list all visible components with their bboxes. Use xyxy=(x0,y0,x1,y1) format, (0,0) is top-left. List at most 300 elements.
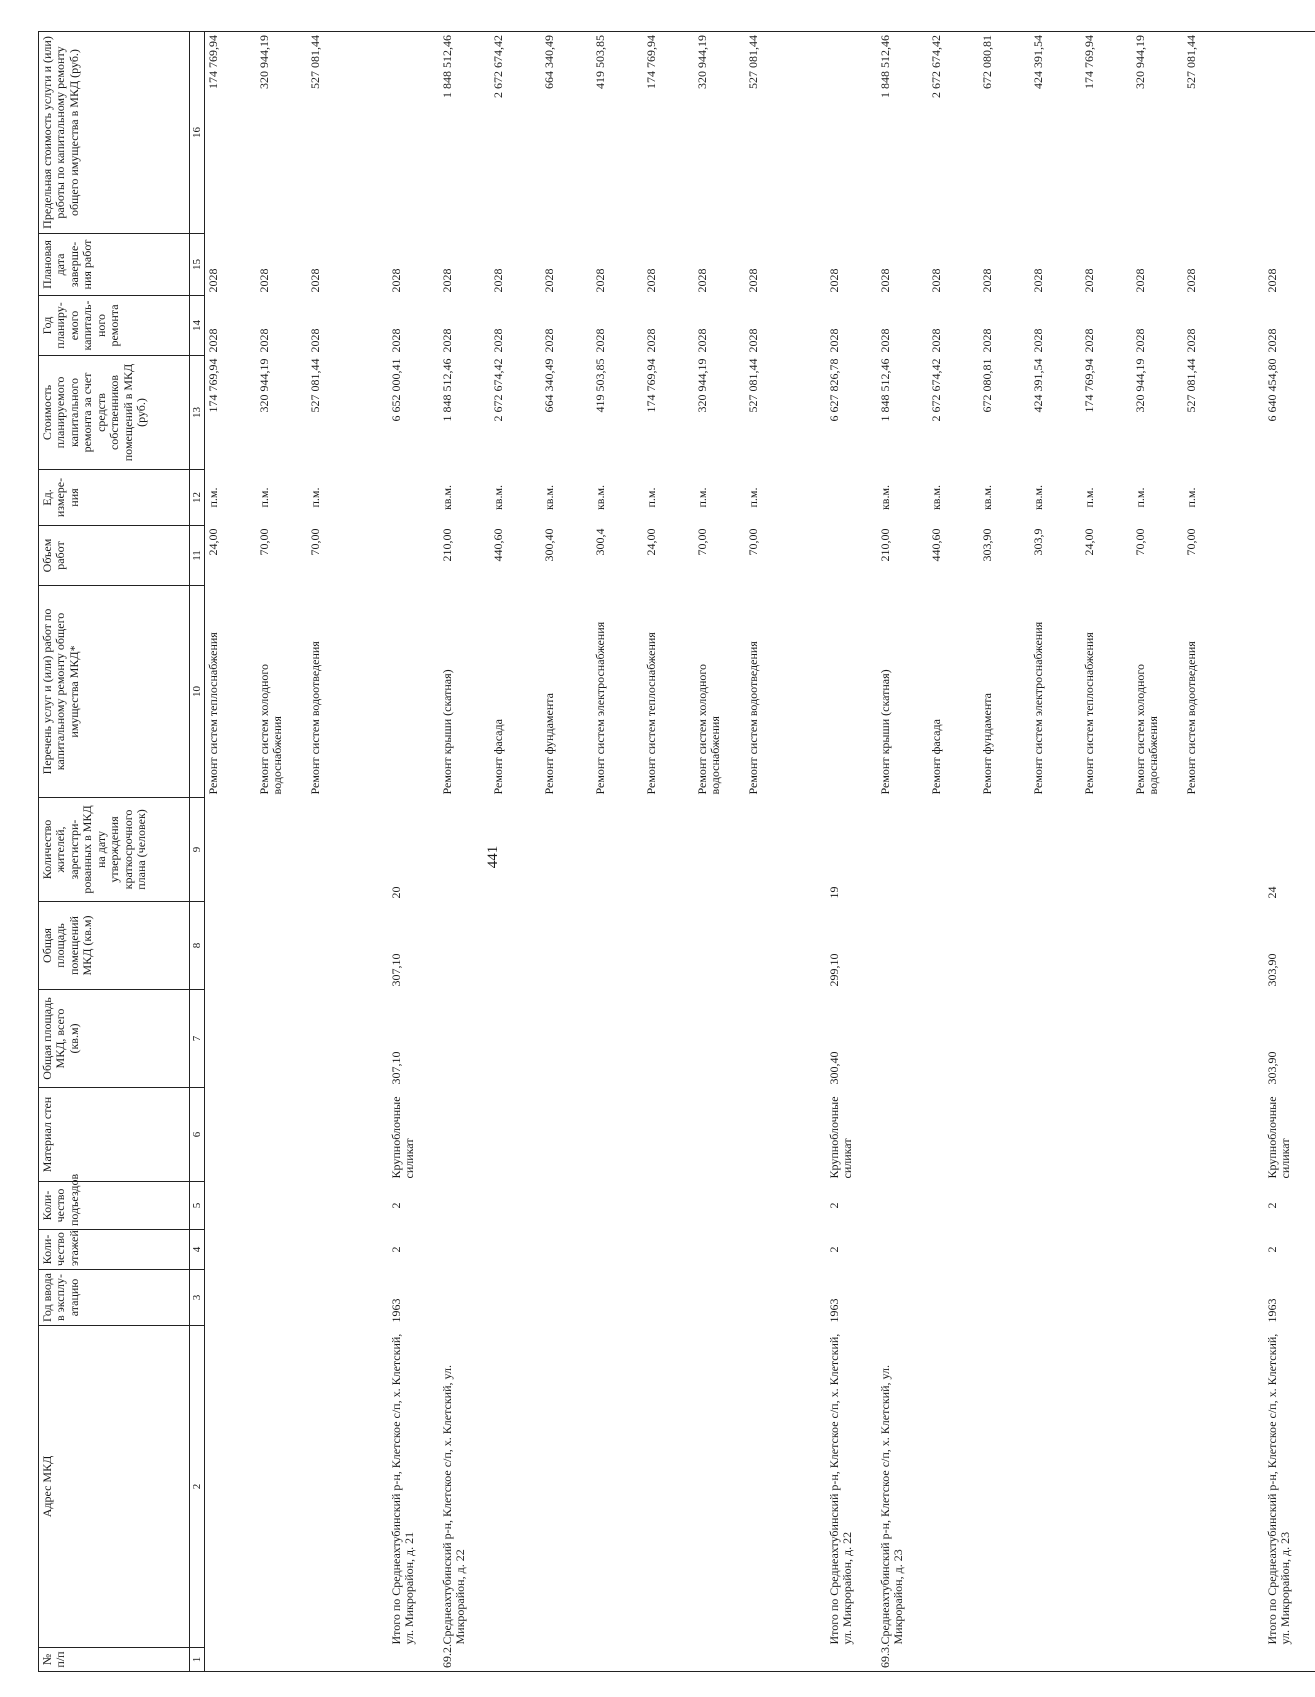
cell-col-13: 527 081,44 xyxy=(308,358,322,413)
cell-col-5 xyxy=(643,1182,694,1230)
cell-col-12: кв.м. xyxy=(440,484,454,511)
cell-col-6 xyxy=(307,1088,358,1182)
cell-col-13: 527 081,44 xyxy=(746,358,760,413)
cell-col-1 xyxy=(928,1648,979,1672)
cell-col-2 xyxy=(1132,1326,1183,1648)
cell-col-7 xyxy=(307,990,358,1088)
column-number-row xyxy=(190,32,205,1672)
cell-col-14: 2028 xyxy=(878,328,892,353)
cell-col-7 xyxy=(592,990,643,1088)
cell-col-7 xyxy=(541,990,592,1088)
cell-col-9 xyxy=(490,798,541,902)
cell-col-12 xyxy=(796,470,826,526)
column-header: Количество жителей, зарегистри-рованных в МКД на дату утверждения краткосрочного плана (человек) xyxy=(39,798,190,902)
cell-col-14: 2028 xyxy=(491,328,505,353)
cell-col-11: 70,00 xyxy=(695,528,709,556)
cell-col-12 xyxy=(1234,470,1264,526)
cell-col-12: п.м. xyxy=(308,487,322,508)
cell-col-8 xyxy=(1030,902,1081,990)
cell-col-9 xyxy=(541,798,592,902)
column-number: 11 xyxy=(190,526,205,586)
cell-col-15 xyxy=(1234,234,1264,296)
cell-col-13: 664 340,49 xyxy=(542,358,556,413)
table-spacer-row xyxy=(796,32,826,1672)
column-number: 14 xyxy=(190,296,205,356)
table-total-row xyxy=(826,32,877,1672)
table-row xyxy=(694,32,745,1672)
cell-col-9 xyxy=(1081,798,1132,902)
cell-col-2: Итого по Среднеахтубинский р-н, Клетское с/п, х. Клетский, ул. Микрорайон, д. 22 xyxy=(827,1333,855,1645)
column-number: 13 xyxy=(190,356,205,470)
cell-col-6 xyxy=(541,1088,592,1182)
table-row xyxy=(643,32,694,1672)
column-number: 2 xyxy=(190,1326,205,1648)
cell-col-15: 2028 xyxy=(878,268,892,293)
cell-col-14: 2028 xyxy=(746,328,760,353)
cell-col-12: кв.м. xyxy=(980,484,994,511)
cell-col-15: 2028 xyxy=(980,268,994,293)
cell-col-6 xyxy=(1183,1088,1234,1182)
cell-col-1 xyxy=(592,1648,643,1672)
cell-col-4 xyxy=(796,1230,826,1270)
table-row xyxy=(877,32,928,1672)
cell-col-2 xyxy=(1183,1326,1234,1648)
cell-col-1 xyxy=(694,1648,745,1672)
cell-col-3 xyxy=(307,1270,358,1326)
cell-col-11 xyxy=(388,526,439,586)
cell-col-14: 2028 xyxy=(1184,328,1198,353)
cell-col-12: п.м. xyxy=(206,487,220,508)
cell-col-12 xyxy=(1264,470,1315,526)
cell-col-11: 24,00 xyxy=(206,528,220,556)
cell-col-13: 320 944,19 xyxy=(257,358,271,413)
cell-col-5 xyxy=(1030,1182,1081,1230)
cell-col-5 xyxy=(928,1182,979,1230)
page-number: 441 xyxy=(485,845,501,869)
cell-col-16 xyxy=(1234,32,1264,234)
cell-col-11: 300,4 xyxy=(593,528,607,556)
cell-col-8 xyxy=(256,902,307,990)
cell-col-10: Ремонт систем теплоснабжения xyxy=(1082,632,1096,795)
cell-col-16: 527 081,44 xyxy=(745,32,796,234)
cell-col-2 xyxy=(256,1326,307,1648)
cell-col-16: 419 503,85 xyxy=(592,32,643,234)
cell-col-14: 2028 xyxy=(206,328,220,353)
cell-col-2 xyxy=(796,1326,826,1648)
cell-col-5 xyxy=(796,1182,826,1230)
cell-col-12 xyxy=(388,470,439,526)
cell-col-7 xyxy=(205,990,257,1088)
cell-col-15: 2028 xyxy=(440,268,454,293)
cell-col-14: 2028 xyxy=(644,328,658,353)
cell-col-1 xyxy=(796,1648,826,1672)
cell-col-11 xyxy=(1264,526,1315,586)
table-row xyxy=(1030,32,1081,1672)
cell-col-15: 2028 xyxy=(746,268,760,293)
column-header: Стоимость планируемого капитального ремонта за счет средств собственников помещений в МКД (руб.) xyxy=(39,356,190,470)
cell-col-7 xyxy=(1030,990,1081,1088)
cell-col-5 xyxy=(877,1182,928,1230)
cell-col-2 xyxy=(643,1326,694,1648)
cell-col-16: 320 944,19 xyxy=(1132,32,1183,234)
cell-col-5 xyxy=(541,1182,592,1230)
cell-col-1 xyxy=(745,1648,796,1672)
table-row xyxy=(1183,32,1234,1672)
cell-col-2: Среднеахтубинский р-н, Клетское с/п, х. Клетский, ул. Микрорайон, д. 23 xyxy=(878,1365,906,1645)
cell-col-3: 1963 xyxy=(1265,1298,1279,1323)
cell-col-15: 2028 xyxy=(389,268,403,293)
cell-col-2: Итого по Среднеахтубинский р-н, Клетское с/п, х. Клетский, ул. Микрорайон, д. 21 xyxy=(389,1333,417,1645)
cell-col-4 xyxy=(307,1230,358,1270)
cell-col-14: 2028 xyxy=(1031,328,1045,353)
cell-col-4: 2 xyxy=(827,1246,841,1253)
column-header: Коли-чество этажей xyxy=(39,1230,190,1270)
cell-col-4 xyxy=(928,1230,979,1270)
cell-col-6 xyxy=(877,1088,928,1182)
cell-col-4 xyxy=(205,1230,257,1270)
cell-col-11 xyxy=(358,526,388,586)
cell-col-9 xyxy=(307,798,358,902)
cell-col-8: 299,10 xyxy=(827,953,841,987)
cell-col-16: 527 081,44 xyxy=(1183,32,1234,234)
cell-col-15: 2028 xyxy=(491,268,505,293)
cell-col-1 xyxy=(1030,1648,1081,1672)
column-header: Общая площадь помещений МКД (кв.м) xyxy=(39,902,190,990)
cell-col-9 xyxy=(358,798,388,902)
cell-col-1 xyxy=(826,1648,877,1672)
cell-col-7 xyxy=(979,990,1030,1088)
table-row xyxy=(307,32,358,1672)
cell-col-4 xyxy=(1234,1230,1264,1270)
cell-col-4 xyxy=(877,1230,928,1270)
cell-col-13: 424 391,54 xyxy=(1031,358,1045,413)
cell-col-3 xyxy=(256,1270,307,1326)
cell-col-5: 2 xyxy=(389,1202,403,1209)
cell-col-10: Ремонт фасада xyxy=(491,719,505,795)
cell-col-10: Ремонт систем холодного водоснабжения xyxy=(257,663,285,795)
capital-repair-register-table xyxy=(38,31,1315,1672)
cell-col-14: 2028 xyxy=(1082,328,1096,353)
cell-col-8 xyxy=(745,902,796,990)
cell-col-1 xyxy=(256,1648,307,1672)
cell-col-4 xyxy=(439,1230,490,1270)
cell-col-11: 70,00 xyxy=(1184,528,1198,556)
cell-col-3 xyxy=(1030,1270,1081,1326)
cell-col-1 xyxy=(1081,1648,1132,1672)
cell-col-3 xyxy=(1081,1270,1132,1326)
cell-col-9 xyxy=(1234,798,1264,902)
cell-col-2 xyxy=(694,1326,745,1648)
cell-col-4 xyxy=(1030,1230,1081,1270)
table-row xyxy=(490,32,541,1672)
cell-col-10: Ремонт систем электроснабжения xyxy=(593,621,607,795)
cell-col-2 xyxy=(1030,1326,1081,1648)
cell-col-6 xyxy=(928,1088,979,1182)
cell-col-11: 24,00 xyxy=(1082,528,1096,556)
cell-col-5: 2 xyxy=(1265,1202,1279,1209)
table-row xyxy=(439,32,490,1672)
cell-col-11: 303,90 xyxy=(980,528,994,562)
table-header xyxy=(39,32,205,1672)
column-header: Предельная стоимость услуги и (или) работы по капитальному ремонту общего имущества в МКД (руб.) xyxy=(39,32,190,234)
table-body xyxy=(205,32,1315,1672)
cell-col-14: 2028 xyxy=(308,328,322,353)
cell-col-3 xyxy=(796,1270,826,1326)
cell-col-2 xyxy=(928,1326,979,1648)
cell-col-5 xyxy=(592,1182,643,1230)
cell-col-11: 210,00 xyxy=(878,528,892,562)
cell-col-5 xyxy=(439,1182,490,1230)
cell-col-12: п.м. xyxy=(257,487,271,508)
cell-col-10: Ремонт фундамента xyxy=(980,693,994,795)
cell-col-4 xyxy=(541,1230,592,1270)
cell-col-5 xyxy=(307,1182,358,1230)
cell-col-7 xyxy=(1183,990,1234,1088)
cell-col-16: 672 080,81 xyxy=(979,32,1030,234)
cell-col-7 xyxy=(358,990,388,1088)
cell-col-6 xyxy=(205,1088,257,1182)
cell-col-16: 174 769,94 xyxy=(205,32,257,234)
cell-col-1 xyxy=(979,1648,1030,1672)
cell-col-1 xyxy=(541,1648,592,1672)
cell-col-3 xyxy=(979,1270,1030,1326)
cell-col-8: 307,10 xyxy=(389,953,403,987)
cell-col-13: 174 769,94 xyxy=(644,358,658,413)
cell-col-8 xyxy=(877,902,928,990)
cell-col-2 xyxy=(1234,1326,1264,1648)
cell-col-8 xyxy=(694,902,745,990)
cell-col-1 xyxy=(205,1648,257,1672)
column-header: № п/п xyxy=(39,1648,190,1672)
column-header: Коли-чество подъездов xyxy=(39,1182,190,1230)
cell-col-2 xyxy=(541,1326,592,1648)
cell-col-9 xyxy=(745,798,796,902)
cell-col-6 xyxy=(643,1088,694,1182)
cell-col-1 xyxy=(388,1648,439,1672)
cell-col-16 xyxy=(358,32,388,234)
cell-col-9 xyxy=(1183,798,1234,902)
cell-col-12: п.м. xyxy=(695,487,709,508)
cell-col-6 xyxy=(490,1088,541,1182)
cell-col-4 xyxy=(358,1230,388,1270)
cell-col-12: п.м. xyxy=(1133,487,1147,508)
cell-col-10: Ремонт систем водоотведения xyxy=(1184,641,1198,795)
cell-col-16 xyxy=(1264,32,1315,234)
cell-col-9 xyxy=(877,798,928,902)
column-header: Плановая дата заверше-ния работ xyxy=(39,234,190,296)
cell-col-15: 2028 xyxy=(644,268,658,293)
cell-col-2 xyxy=(358,1326,388,1648)
cell-col-14: 2028 xyxy=(695,328,709,353)
cell-col-5 xyxy=(256,1182,307,1230)
cell-col-3 xyxy=(439,1270,490,1326)
cell-col-11: 24,00 xyxy=(644,528,658,556)
cell-col-15: 2028 xyxy=(695,268,709,293)
cell-col-6 xyxy=(796,1088,826,1182)
table-row xyxy=(256,32,307,1672)
cell-col-3 xyxy=(592,1270,643,1326)
cell-col-14: 2028 xyxy=(593,328,607,353)
cell-col-8 xyxy=(358,902,388,990)
cell-col-7: 307,10 xyxy=(389,1051,403,1085)
cell-col-14 xyxy=(358,296,388,356)
cell-col-8 xyxy=(439,902,490,990)
cell-col-13: 6 627 826,78 xyxy=(827,358,841,422)
cell-col-14: 2028 xyxy=(257,328,271,353)
cell-col-5 xyxy=(694,1182,745,1230)
cell-col-3 xyxy=(928,1270,979,1326)
cell-col-7 xyxy=(745,990,796,1088)
cell-col-5 xyxy=(490,1182,541,1230)
cell-col-10: Ремонт систем электроснабжения xyxy=(1031,621,1045,795)
cell-col-1 xyxy=(1264,1648,1315,1672)
cell-col-11 xyxy=(796,526,826,586)
cell-col-10 xyxy=(388,586,439,798)
column-number: 16 xyxy=(190,32,205,234)
cell-col-9 xyxy=(979,798,1030,902)
cell-col-3 xyxy=(1132,1270,1183,1326)
cell-col-5 xyxy=(1183,1182,1234,1230)
cell-col-12: кв.м. xyxy=(593,484,607,511)
cell-col-9 xyxy=(928,798,979,902)
table-row xyxy=(745,32,796,1672)
column-number: 4 xyxy=(190,1230,205,1270)
cell-col-10: Ремонт крыши (скатная) xyxy=(440,669,454,795)
cell-col-4 xyxy=(745,1230,796,1270)
cell-col-16: 2 672 674,42 xyxy=(928,32,979,234)
cell-col-8 xyxy=(1183,902,1234,990)
cell-col-15: 2028 xyxy=(257,268,271,293)
cell-col-16: 174 769,94 xyxy=(1081,32,1132,234)
cell-col-8: 303,90 xyxy=(1265,953,1279,987)
cell-col-9 xyxy=(796,798,826,902)
cell-col-1 xyxy=(307,1648,358,1672)
cell-col-7: 300,40 xyxy=(827,1051,841,1085)
cell-col-16: 2 672 674,42 xyxy=(490,32,541,234)
column-header: Год планиру-емого капиталь-ного ремонта xyxy=(39,296,190,356)
table-spacer-row xyxy=(1234,32,1264,1672)
cell-col-11: 300,40 xyxy=(542,528,556,562)
cell-col-9: 19 xyxy=(827,886,841,899)
cell-col-5 xyxy=(979,1182,1030,1230)
cell-col-16 xyxy=(826,32,877,234)
cell-col-15: 2028 xyxy=(827,268,841,293)
cell-col-5 xyxy=(745,1182,796,1230)
cell-col-4 xyxy=(643,1230,694,1270)
cell-col-4 xyxy=(1132,1230,1183,1270)
cell-col-6 xyxy=(979,1088,1030,1182)
cell-col-13: 320 944,19 xyxy=(1133,358,1147,413)
cell-col-13: 6 652 000,41 xyxy=(389,358,403,422)
table-row xyxy=(205,32,257,1672)
cell-col-4 xyxy=(694,1230,745,1270)
cell-col-16 xyxy=(796,32,826,234)
cell-col-6: Крупноблочные силикат xyxy=(827,1096,855,1179)
cell-col-12: п.м. xyxy=(1082,487,1096,508)
rotated-register-table xyxy=(38,32,1293,1672)
cell-col-1 xyxy=(643,1648,694,1672)
cell-col-7 xyxy=(439,990,490,1088)
header-row xyxy=(39,32,190,1672)
table-spacer-row xyxy=(358,32,388,1672)
cell-col-11: 70,00 xyxy=(1133,528,1147,556)
cell-col-11: 70,00 xyxy=(257,528,271,556)
cell-col-9 xyxy=(439,798,490,902)
column-header: Материал стен xyxy=(39,1088,190,1182)
cell-col-8 xyxy=(979,902,1030,990)
cell-col-9 xyxy=(1030,798,1081,902)
cell-col-10 xyxy=(1264,586,1315,798)
cell-col-14 xyxy=(1234,296,1264,356)
cell-col-8 xyxy=(490,902,541,990)
cell-col-12 xyxy=(358,470,388,526)
cell-col-9 xyxy=(256,798,307,902)
column-header: Адрес МКД xyxy=(39,1326,190,1648)
column-number: 9 xyxy=(190,798,205,902)
cell-col-8 xyxy=(541,902,592,990)
cell-col-6 xyxy=(1030,1088,1081,1182)
cell-col-10: Ремонт систем водоотведения xyxy=(308,641,322,795)
cell-col-13: 6 640 454,80 xyxy=(1265,358,1279,422)
cell-col-9 xyxy=(205,798,257,902)
cell-col-10 xyxy=(826,586,877,798)
cell-col-16 xyxy=(388,32,439,234)
cell-col-15 xyxy=(796,234,826,296)
cell-col-4 xyxy=(1081,1230,1132,1270)
cell-col-9: 20 xyxy=(389,886,403,899)
cell-col-1 xyxy=(1234,1648,1264,1672)
cell-col-2: Среднеахтубинский р-н, Клетское с/п, х. Клетский, ул. Микрорайон, д. 22 xyxy=(440,1365,468,1645)
cell-col-3: 1963 xyxy=(389,1298,403,1323)
cell-col-6 xyxy=(1132,1088,1183,1182)
cell-col-5: 2 xyxy=(827,1202,841,1209)
cell-col-3 xyxy=(541,1270,592,1326)
cell-col-14: 2028 xyxy=(827,328,841,353)
cell-col-7 xyxy=(1081,990,1132,1088)
cell-col-4: 2 xyxy=(1265,1246,1279,1253)
cell-col-4 xyxy=(490,1230,541,1270)
cell-col-5 xyxy=(1234,1182,1264,1230)
cell-col-12: кв.м. xyxy=(878,484,892,511)
table-row xyxy=(592,32,643,1672)
cell-col-8 xyxy=(643,902,694,990)
cell-col-14: 2028 xyxy=(1265,328,1279,353)
cell-col-1 xyxy=(1132,1648,1183,1672)
cell-col-11: 70,00 xyxy=(308,528,322,556)
cell-col-11 xyxy=(826,526,877,586)
table-row xyxy=(928,32,979,1672)
cell-col-16: 174 769,94 xyxy=(643,32,694,234)
cell-col-14: 2028 xyxy=(929,328,943,353)
cell-col-2 xyxy=(979,1326,1030,1648)
cell-col-4: 2 xyxy=(389,1246,403,1253)
cell-col-8 xyxy=(796,902,826,990)
table-row xyxy=(541,32,592,1672)
cell-col-14: 2028 xyxy=(542,328,556,353)
cell-col-1: 69.3. xyxy=(877,1648,928,1672)
column-header: Перечень услуг и (или) работ по капитальному ремонту общего имущества МКД* xyxy=(39,586,190,798)
cell-col-10: Ремонт фасада xyxy=(929,719,943,795)
cell-col-3: 1963 xyxy=(827,1298,841,1323)
cell-col-11: 440,60 xyxy=(929,528,943,562)
cell-col-3 xyxy=(1183,1270,1234,1326)
column-number: 12 xyxy=(190,470,205,526)
cell-col-13: 2 672 674,42 xyxy=(491,358,505,422)
cell-col-1 xyxy=(1183,1648,1234,1672)
cell-col-14: 2028 xyxy=(1133,328,1147,353)
cell-col-15: 2028 xyxy=(1082,268,1096,293)
table-row xyxy=(1081,32,1132,1672)
